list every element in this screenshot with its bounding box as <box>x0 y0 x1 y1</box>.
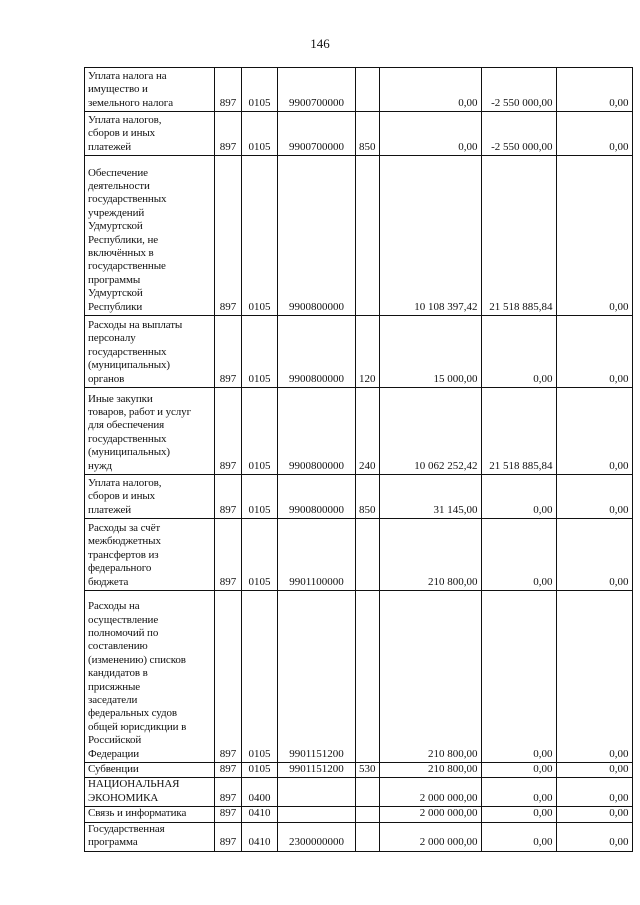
amount-cell-1: 10 062 252,42 <box>379 388 481 475</box>
amount-cell-1: 210 800,00 <box>379 519 481 591</box>
ministry-code-cell: 897 <box>215 156 242 316</box>
amount-cell-1: 31 145,00 <box>379 475 481 519</box>
target-article-cell <box>278 778 356 807</box>
amount-cell-3: 0,00 <box>556 591 632 763</box>
expense-kind-cell: 850 <box>356 112 380 156</box>
row-name-cell: Связь и информатика <box>85 807 215 822</box>
table-row <box>85 475 633 519</box>
target-article-cell: 9900800000 <box>278 388 356 475</box>
amount-cell-1: 0,00 <box>379 68 481 112</box>
target-article-cell: 9900700000 <box>278 112 356 156</box>
section-code-cell: 0105 <box>242 475 278 519</box>
section-code-cell: 0105 <box>242 763 278 778</box>
ministry-code-cell: 897 <box>215 778 242 807</box>
expense-kind-cell <box>356 68 380 112</box>
amount-cell-3: 0,00 <box>556 156 632 316</box>
amount-cell-1: 2 000 000,00 <box>379 822 481 851</box>
table-row <box>85 388 633 475</box>
amount-cell-3: 0,00 <box>556 807 632 822</box>
amount-cell-2: 0,00 <box>481 807 556 822</box>
row-name-cell: Государственная программа <box>85 822 215 851</box>
amount-cell-1: 15 000,00 <box>379 316 481 388</box>
target-article-cell: 9900800000 <box>278 156 356 316</box>
target-article-cell: 9901151200 <box>278 763 356 778</box>
amount-cell-3: 0,00 <box>556 316 632 388</box>
table-row <box>85 807 633 822</box>
amount-cell-1: 210 800,00 <box>379 591 481 763</box>
expense-kind-cell: 850 <box>356 475 380 519</box>
amount-cell-3: 0,00 <box>556 763 632 778</box>
amount-cell-2: 0,00 <box>481 519 556 591</box>
amount-cell-1: 210 800,00 <box>379 763 481 778</box>
table-row <box>85 778 633 807</box>
row-name-cell: Расходы на осуществление полномочий по составлению (изменению) списков кандидатов в присяжные заседатели федеральных судов общей юрисдикции в Российской Федерации <box>85 591 215 763</box>
target-article-cell: 2300000000 <box>278 822 356 851</box>
row-name-cell: НАЦИОНАЛЬНАЯ ЭКОНОМИКА <box>85 778 215 807</box>
ministry-code-cell: 897 <box>215 519 242 591</box>
row-name-cell: Обеспечение деятельности государственных учреждений Удмуртской Республики, не включённых в государственные программы Удмуртской Республики <box>85 156 215 316</box>
amount-cell-1: 10 108 397,42 <box>379 156 481 316</box>
ministry-code-cell: 897 <box>215 822 242 851</box>
expense-kind-cell: 120 <box>356 316 380 388</box>
ministry-code-cell: 897 <box>215 388 242 475</box>
ministry-code-cell: 897 <box>215 475 242 519</box>
amount-cell-1: 0,00 <box>379 112 481 156</box>
amount-cell-2: -2 550 000,00 <box>481 68 556 112</box>
target-article-cell: 9900800000 <box>278 475 356 519</box>
page-number: 146 <box>310 36 330 51</box>
row-name-cell: Уплата налогов, сборов и иных платежей <box>85 475 215 519</box>
ministry-code-cell: 897 <box>215 591 242 763</box>
section-code-cell: 0105 <box>242 388 278 475</box>
ministry-code-cell: 897 <box>215 68 242 112</box>
amount-cell-1: 2 000 000,00 <box>379 778 481 807</box>
row-name-cell: Уплата налогов, сборов и иных платежей <box>85 112 215 156</box>
target-article-cell: 9900700000 <box>278 68 356 112</box>
row-name-cell: Расходы на выплаты персоналу государственных (муниципальных) органов <box>85 316 215 388</box>
row-name-cell: Иные закупки товаров, работ и услуг для обеспечения государственных (муниципальных) нужд <box>85 388 215 475</box>
row-name-cell: Расходы за счёт межбюджетных трансфертов из федерального бюджета <box>85 519 215 591</box>
table-row <box>85 591 633 763</box>
table-row <box>85 763 633 778</box>
ministry-code-cell: 897 <box>215 807 242 822</box>
section-code-cell: 0400 <box>242 778 278 807</box>
section-code-cell: 0105 <box>242 156 278 316</box>
target-article-cell: 9901100000 <box>278 519 356 591</box>
expense-kind-cell: 240 <box>356 388 380 475</box>
expense-kind-cell <box>356 807 380 822</box>
amount-cell-2: 0,00 <box>481 763 556 778</box>
section-code-cell: 0105 <box>242 68 278 112</box>
ministry-code-cell: 897 <box>215 763 242 778</box>
table-row <box>85 519 633 591</box>
amount-cell-2: 0,00 <box>481 822 556 851</box>
amount-cell-3: 0,00 <box>556 778 632 807</box>
target-article-cell: 9901151200 <box>278 591 356 763</box>
ministry-code-cell: 897 <box>215 316 242 388</box>
amount-cell-3: 0,00 <box>556 388 632 475</box>
expense-kind-cell <box>356 778 380 807</box>
amount-cell-3: 0,00 <box>556 475 632 519</box>
row-name-cell: Субвенции <box>85 763 215 778</box>
expense-kind-cell <box>356 156 380 316</box>
amount-cell-1: 2 000 000,00 <box>379 807 481 822</box>
amount-cell-2: 21 518 885,84 <box>481 156 556 316</box>
amount-cell-2: -2 550 000,00 <box>481 112 556 156</box>
table-row <box>85 316 633 388</box>
row-name-cell: Уплата налога на имущество и земельного налога <box>85 68 215 112</box>
target-article-cell <box>278 807 356 822</box>
amount-cell-2: 0,00 <box>481 591 556 763</box>
section-code-cell: 0105 <box>242 316 278 388</box>
section-code-cell: 0410 <box>242 822 278 851</box>
amount-cell-3: 0,00 <box>556 68 632 112</box>
amount-cell-3: 0,00 <box>556 822 632 851</box>
table-row <box>85 68 633 112</box>
amount-cell-3: 0,00 <box>556 519 632 591</box>
amount-cell-2: 0,00 <box>481 316 556 388</box>
expense-kind-cell: 530 <box>356 763 380 778</box>
expense-kind-cell <box>356 519 380 591</box>
section-code-cell: 0105 <box>242 112 278 156</box>
section-code-cell: 0410 <box>242 807 278 822</box>
table-row <box>85 822 633 851</box>
table-row <box>85 156 633 316</box>
section-code-cell: 0105 <box>242 591 278 763</box>
target-article-cell: 9900800000 <box>278 316 356 388</box>
amount-cell-2: 0,00 <box>481 475 556 519</box>
expense-kind-cell <box>356 822 380 851</box>
table-row <box>85 112 633 156</box>
amount-cell-2: 0,00 <box>481 778 556 807</box>
section-code-cell: 0105 <box>242 519 278 591</box>
amount-cell-3: 0,00 <box>556 112 632 156</box>
amount-cell-2: 21 518 885,84 <box>481 388 556 475</box>
expense-kind-cell <box>356 591 380 763</box>
budget-table <box>84 67 633 852</box>
ministry-code-cell: 897 <box>215 112 242 156</box>
